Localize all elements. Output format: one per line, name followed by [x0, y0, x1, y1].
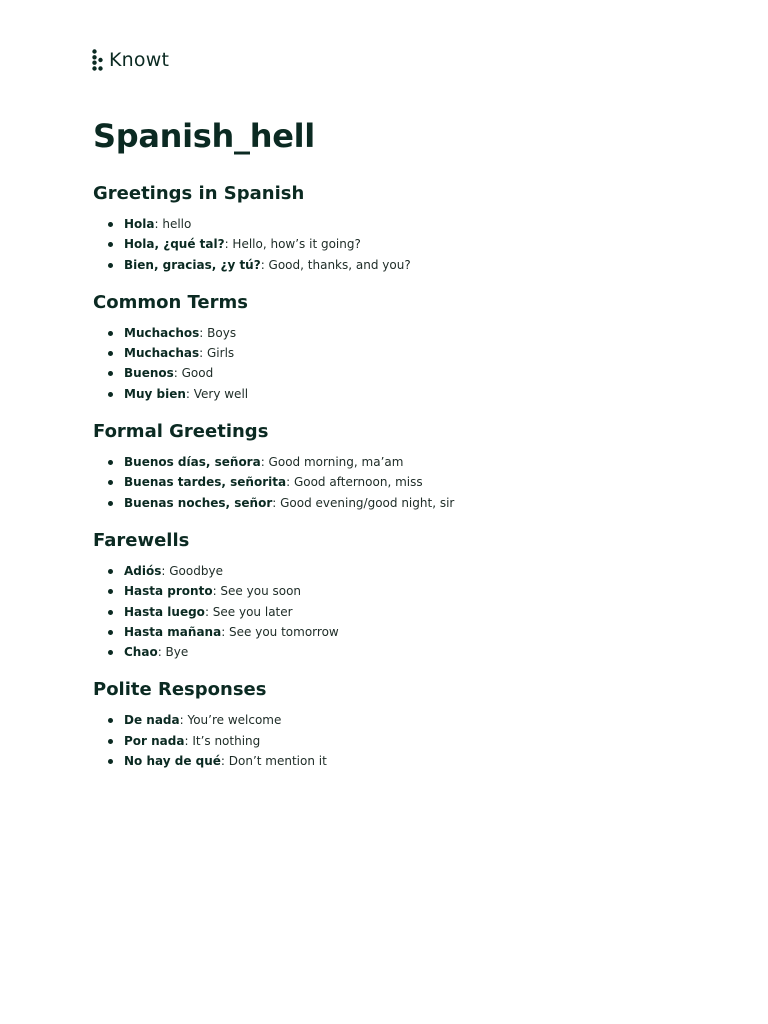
list-item [108, 751, 693, 771]
term-text: Hasta pronto [124, 584, 213, 599]
bullet-icon [108, 263, 113, 268]
term-list [93, 561, 693, 662]
bullet-icon [108, 589, 113, 594]
bullet-icon [108, 650, 113, 655]
bullet-icon [108, 610, 113, 615]
definition-text: : See you soon [212, 584, 302, 599]
list-item [108, 710, 693, 730]
term-text: Buenas tardes, señorita [124, 475, 287, 490]
list-item [108, 472, 693, 492]
term-text: Muchachas [124, 346, 200, 361]
definition-text: : Good afternoon, miss [286, 475, 423, 490]
term-text: Buenas noches, señor [124, 495, 273, 510]
bullet-icon [108, 718, 113, 723]
bullet-icon [108, 759, 113, 764]
list-item [108, 214, 693, 234]
section-heading: Formal Greetings [93, 421, 269, 443]
list-item [108, 255, 693, 275]
definition-text: : Goodbye [161, 563, 223, 578]
definition-text: : See you later [204, 604, 293, 619]
bullet-icon [108, 371, 113, 376]
term-text: No hay de qué [124, 754, 221, 769]
list-item [108, 234, 693, 254]
list-item [108, 363, 693, 383]
term-list [93, 452, 693, 513]
definition-text: : hello [154, 217, 192, 231]
list-item [108, 731, 693, 751]
bullet-icon [108, 739, 113, 744]
list-item [108, 452, 693, 472]
bullet-icon [108, 242, 113, 247]
list-item [108, 323, 693, 343]
section-heading: Greetings in Spanish [93, 183, 305, 204]
definition-text: : Good evening/good night, sir [272, 495, 455, 510]
term-text: Adiós [124, 563, 162, 578]
definition-text: : Good [173, 366, 214, 381]
sections-container [93, 182, 693, 771]
definition-text: : Good, thanks, and you? [260, 257, 411, 272]
definition-text: : You’re welcome [179, 713, 282, 728]
term-text: Chao [124, 645, 158, 660]
term-text: Hola, ¿qué tal? [124, 237, 225, 252]
list-item [108, 602, 693, 622]
bullet-icon [108, 351, 113, 356]
term-list [93, 710, 693, 771]
list-item [108, 561, 693, 581]
term-text: Por nada [124, 733, 185, 748]
bullet-icon [108, 501, 113, 506]
term-list [93, 214, 693, 275]
term-text: Hasta luego [124, 604, 205, 619]
term-text: Muy bien [124, 386, 186, 401]
definition-text: : See you tomorrow [221, 624, 339, 639]
list-item [108, 622, 693, 642]
knowt-dots-logo-icon [92, 49, 103, 71]
list-item [108, 581, 693, 601]
bullet-icon [108, 331, 113, 336]
definition-text: : Don’t mention it [220, 754, 327, 769]
list-item [108, 343, 693, 363]
term-list [93, 323, 693, 404]
bullet-icon [108, 480, 113, 485]
list-item [108, 642, 693, 662]
term-text: Hasta mañana [124, 624, 222, 639]
definition-text: : Girls [199, 346, 235, 361]
section-heading: Farewells [93, 529, 190, 551]
bullet-icon [108, 460, 113, 465]
term-text: Muchachos [124, 325, 200, 340]
brand-logo [92, 48, 169, 72]
bullet-icon [108, 222, 113, 227]
term-text: Bien, gracias, ¿y tú? [124, 257, 261, 272]
list-item [108, 493, 693, 513]
bullet-icon [108, 630, 113, 635]
bullet-icon [108, 569, 113, 574]
section-heading: Polite Responses [93, 679, 267, 701]
list-item [108, 384, 693, 404]
term-text: Buenos días, señora [124, 455, 261, 470]
definition-text: : Good morning, ma’am [260, 455, 404, 470]
section-heading: Common Terms [93, 291, 248, 313]
definition-text: : It’s nothing [184, 733, 261, 748]
definition-text: : Bye [157, 645, 189, 660]
definition-text: : Hello, how’s it going? [224, 237, 361, 252]
term-text: De nada [124, 713, 180, 728]
bullet-icon [108, 392, 113, 397]
document-content [93, 112, 693, 787]
term-text: Hola [124, 217, 155, 231]
brand-name: Knowt [109, 49, 170, 71]
term-text: Buenos [124, 366, 174, 381]
document-title: Spanish_hell [93, 117, 315, 155]
definition-text: : Very well [185, 386, 249, 401]
definition-text: : Boys [199, 325, 237, 340]
